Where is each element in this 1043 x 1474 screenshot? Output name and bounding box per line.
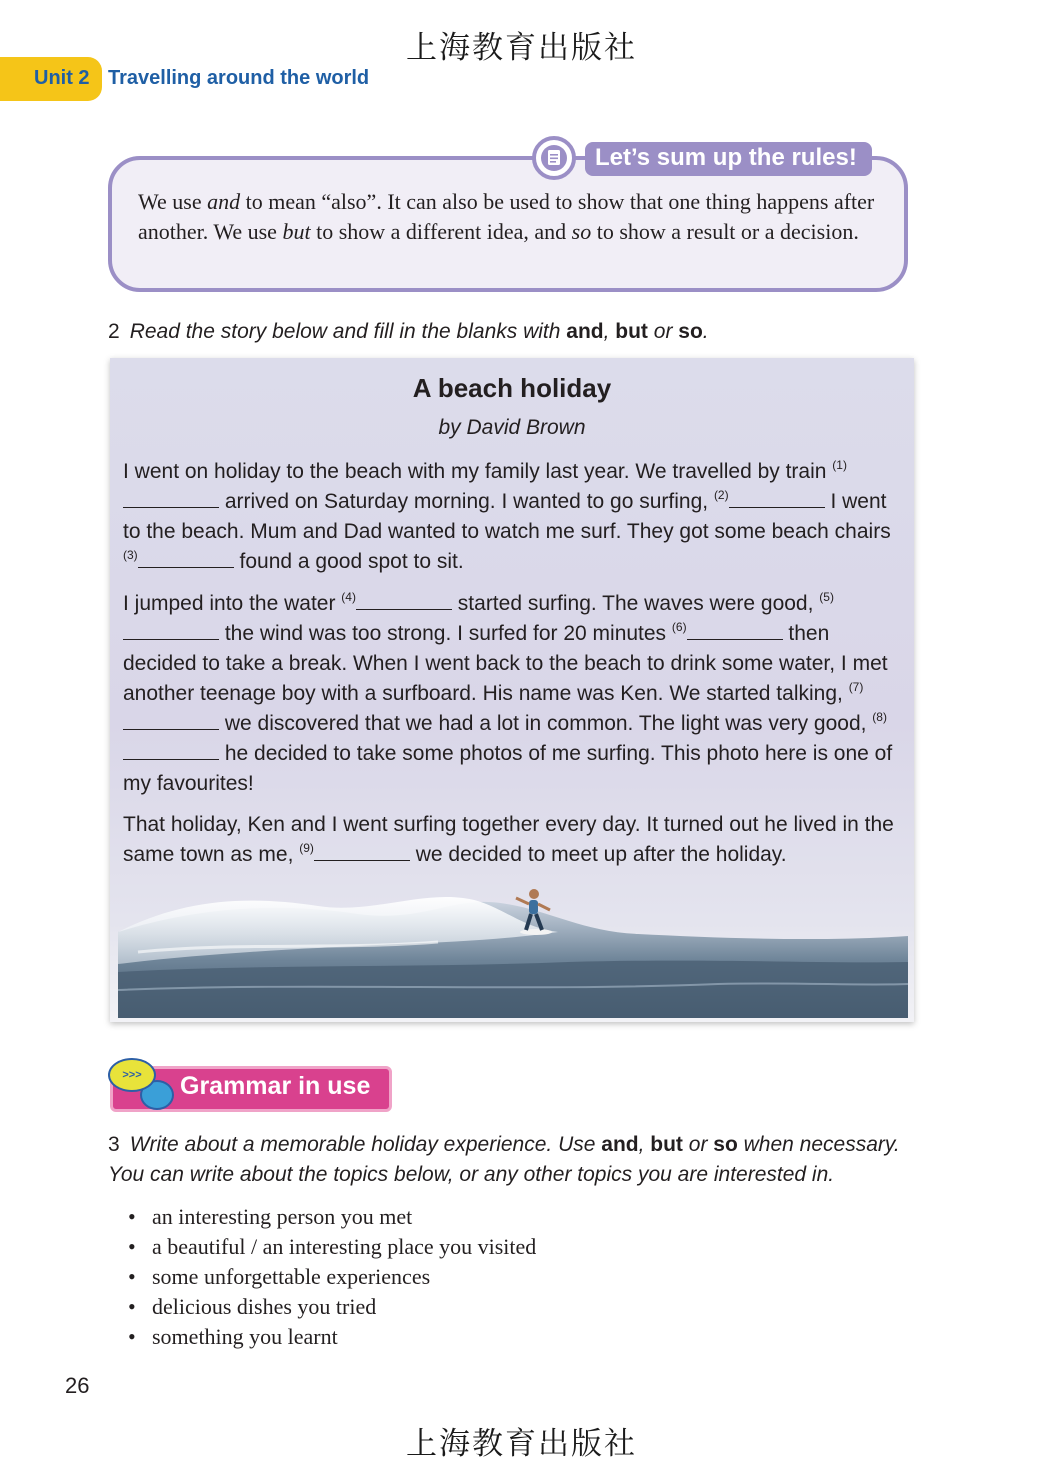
grammar-in-use-label: Grammar in use — [180, 1072, 371, 1100]
list-item: • something you learnt — [128, 1324, 338, 1349]
unit-title: Travelling around the world — [108, 67, 370, 89]
blank-number: (6) — [671, 620, 687, 634]
exercise-2-number: 2 — [108, 320, 120, 343]
list-item: • some unforgettable experiences — [128, 1264, 431, 1289]
blank-number: (2) — [713, 488, 729, 502]
document-icon — [532, 136, 576, 180]
publisher-footer: 上海教育出版社 — [406, 1426, 637, 1462]
exercise-3-instruction — [108, 1130, 908, 1190]
speech-bubble-icon-yellow: >>> — [108, 1058, 156, 1092]
publisher-header: 上海教育出版社 — [406, 30, 637, 66]
story-author: by David Brown — [438, 416, 586, 439]
blank-number: (4) — [341, 590, 356, 604]
fill-in-blank[interactable] — [729, 489, 825, 508]
blank-number: (1) — [832, 458, 847, 472]
fill-in-blank[interactable] — [123, 489, 219, 508]
blank-number: (5) — [819, 590, 834, 604]
story-paragraph-1: I went on holiday to the beach with my family last year. We travelled by train $^{(1)}$ arrived on Saturday morning. I wanted to go surfing, $^{(2)}$ I went to the beach. Mum and Dad wanted to watch me surf. They got some beach chairs $^{(3)}$ found a good spot to sit. — [123, 458, 891, 573]
surfing-photo — [118, 872, 908, 1018]
fill-in-blank[interactable] — [687, 621, 783, 640]
fill-in-blank[interactable] — [314, 842, 410, 861]
topics-list — [128, 1202, 536, 1352]
fill-in-blank[interactable] — [123, 711, 219, 730]
fill-in-blank[interactable] — [123, 621, 219, 640]
exercise-3-number: 3 — [108, 1133, 120, 1156]
story-paragraph-3: That holiday, Ken and I went surfing together every day. It turned out he lived in the same town as me, $^{(9)}$ we decided to meet up after the holiday. — [123, 813, 894, 866]
story-paragraph-2: I jumped into the water $^{(4)}$ started surfing. The waves were good, $^{(5)}$ the wind was too strong. I surfed for 20 minutes $^{(6)}$ then decided to take a break. When I went back to the beach to drink some water, I met another teenage boy with a surfboard. His name was Ken. We started talking, $^{(7)}$ we discovered that we had a lot in common. The light was very good, $^{(8)}$ he decided to take some photos of me surfing. This photo here is one of my favourites! — [123, 590, 893, 795]
exercise-3-text: Write about a memorable holiday experience. Use and, but or so when necessary. You can write about the topics below, or any other topics you are interested in. — [108, 1133, 900, 1186]
story-title: A beach holiday — [412, 373, 612, 403]
list-item: • a beautiful / an interesting place you visited — [128, 1234, 537, 1259]
blank-number: (9) — [299, 841, 314, 855]
fill-in-blank[interactable] — [123, 741, 219, 760]
fill-in-blank[interactable] — [138, 549, 234, 568]
list-item: • delicious dishes you tried — [128, 1294, 377, 1319]
blank-number: (8) — [872, 710, 887, 724]
fill-in-blank[interactable] — [356, 591, 452, 610]
blank-number: (7) — [848, 680, 864, 694]
exercise-2-text: Read the story below and fill in the blanks with and, but or so. — [129, 320, 709, 343]
list-item: • an interesting person you met — [128, 1204, 413, 1229]
rules-tag-text: Let’s sum up the rules! — [595, 144, 857, 171]
rules-text: We use and to mean “also”. It can also be used to show that one thing happens after another. We use but to show a different idea, and so to show a result or a decision. — [138, 189, 875, 244]
blank-number: (3) — [123, 548, 138, 562]
page-number: 26 — [65, 1373, 90, 1398]
exercise-2-instruction — [108, 317, 908, 347]
unit-label: Unit 2 — [34, 67, 90, 89]
